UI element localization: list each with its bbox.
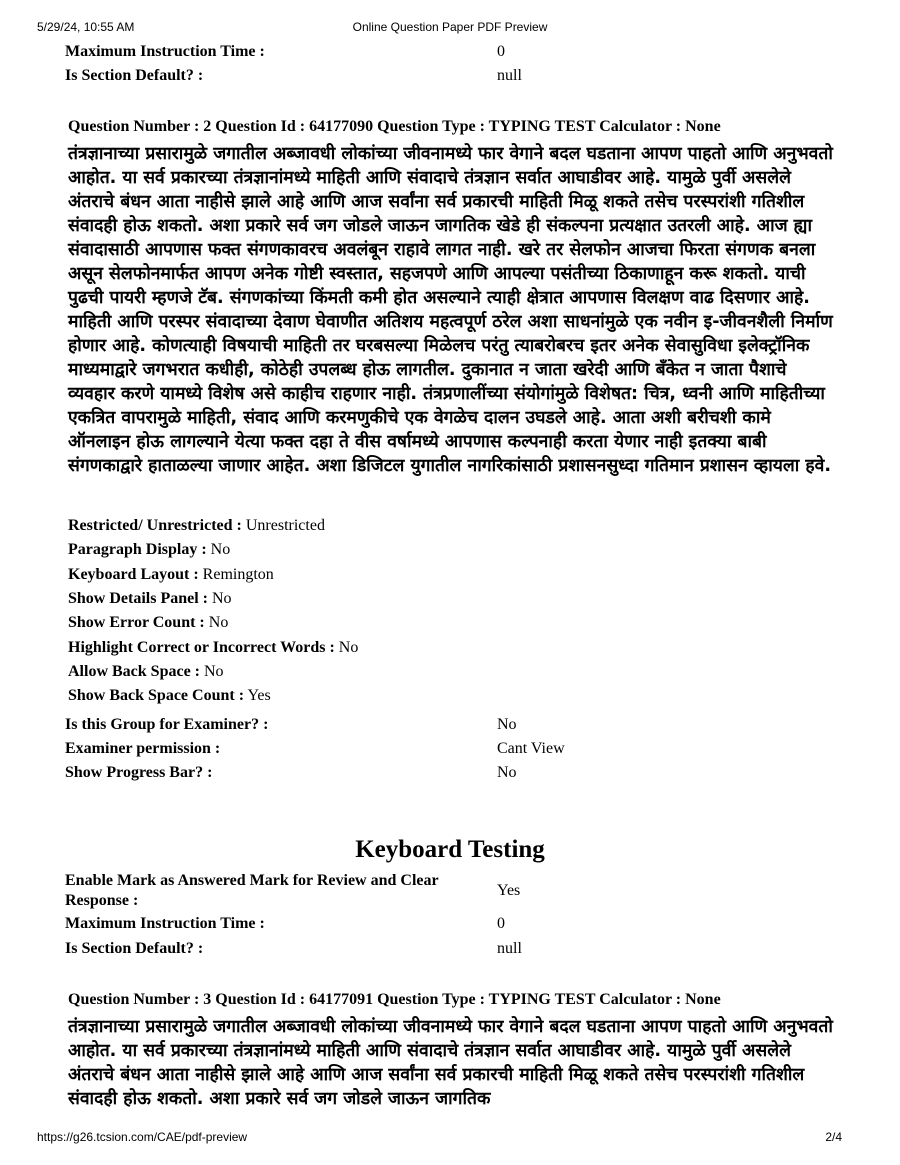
- property-value: Yes: [247, 687, 271, 704]
- info-label: Is this Group for Examiner? :: [65, 716, 269, 733]
- info-label: Examiner permission :: [65, 740, 221, 757]
- info-label: Show Progress Bar? :: [65, 764, 213, 781]
- info-label: Maximum Instruction Time :: [65, 915, 265, 932]
- question-header: Question Number : 3 Question Id : 64177091 Question Type : TYPING TEST Calculator : None: [68, 991, 721, 1008]
- info-row: [65, 739, 565, 759]
- print-url: https://g26.tcsion.com/CAE/pdf-preview: [37, 1130, 248, 1144]
- info-label: Maximum Instruction Time :: [65, 43, 265, 60]
- info-row: [65, 66, 522, 86]
- info-row: [65, 871, 521, 911]
- property-value: Unrestricted: [245, 517, 325, 534]
- property-label: Highlight Correct or Incorrect Words :: [68, 639, 335, 656]
- info-value: No: [497, 764, 517, 781]
- property-label: Show Details Panel :: [68, 590, 208, 607]
- question-property: [68, 517, 325, 535]
- property-value: No: [204, 663, 224, 680]
- info-label: Enable Mark as Answered Mark for Review and Clear Response :: [65, 872, 439, 909]
- info-row: [65, 939, 522, 959]
- property-label: Allow Back Space :: [68, 663, 200, 680]
- question-header: Question Number : 2 Question Id : 64177090 Question Type : TYPING TEST Calculator : None: [68, 118, 721, 135]
- property-value: No: [208, 614, 229, 631]
- property-label: Keyboard Layout :: [68, 566, 199, 583]
- question-property: [68, 639, 358, 657]
- info-row: [65, 715, 517, 735]
- info-value: Yes: [497, 882, 521, 899]
- question-passage: तंत्रज्ञानाच्या प्रसारामुळे जगातील अब्जावधी लोकांच्या जीवनामध्ये फार वेगाने बदल घडताना आपण पाहतो आणि अनुभवतो आहोत. या सर्व प्रकारच्या तंत्रज्ञानांमध्ये माहिती आणि संवादाचे तंत्रज्ञान सर्वात आघाडीवर आहे. यामुळे पुर्वी असलेले अंतराचे बंधन आता नाहीसे झाले आहे आणि आज सर्वांना सर्व प्रकारची माहिती मिळू शकते तसेच परस्परांशी गतिशील संवादही होऊ शकतो. अशा प्रकारे सर्व जग जोडले जाऊन जागतिक खेडे ही संकल्पना प्रत्यक्षात उतरली आहे. आज ह्या संवादासाठी आपणास फक्त संगणकावरच अवलंबून राहावे लागत नाही. खरे तर सेलफोन आजचा फिरता संगणक बनला असून सेलफोनमार्फत आपण अनेक गोष्टी स्वस्तात, सहजपणे आणि आपल्या पसंतीच्या ठिकाणाहून करू शकतो. याची पुढची पायरी म्हणजे टॅब. संगणकांच्या किंमती कमी होत असल्याने त्याही क्षेत्रात आपणास विलक्षण वाढ दिसणार आहे. माहिती आणि परस्पर संवादाच्या देवाण घेवाणीत अतिशय महत्वपूर्ण ठरेल अशा साधनांमुळे एक नवीन इ-जीवनशैली निर्माण होणार आहे. कोणत्याही विषयाची माहिती तर घरबसल्या मिळेलच परंतु त्याबरोबरच इतर अनेक सेवासुविधा इलेक्ट्रॉनिक माध्यमाद्वारे जगभरात कधीही, कोठेही उपलब्ध होऊ लागतील. दुकानात न जाता खरेदी आणि बँकेत न जाता पैशाचे व्यवहार करणे यामध्ये विशेष असे काहीच राहणार नाही. तंत्रप्रणालींच्या संयोगांमुळे विशेषत: चित्र, ध्वनी आणि माहितीच्या एकत्रित वापरामुळे माहिती, संवाद आणि करमणुकीचे एक वेगळेच दालन उघडले आहे. आता अशी बरीचशी कामे ऑनलाइन होऊ लागल्याने येत्या फक्त दहा ते वीस वर्षामध्ये आपणास कल्पनाही करता येणार नाही इतक्या बाबी संगणकाद्वारे हाताळल्या जाणार आहेत. अशा डिजिटल युगातील नागरिकांसाठी प्रशासनसुध्दा गतिमान प्रशासन व्हायला हवे.: [68, 144, 833, 476]
- property-label: Paragraph Display :: [68, 541, 207, 558]
- info-value: 0: [497, 915, 505, 932]
- question-property: [68, 663, 224, 681]
- question-passage: तंत्रज्ञानाच्या प्रसारामुळे जगातील अब्जावधी लोकांच्या जीवनामध्ये फार वेगाने बदल घडताना आपण पाहतो आणि अनुभवतो आहोत. या सर्व प्रकारच्या तंत्रज्ञानांमध्ये माहिती आणि संवादाचे तंत्रज्ञान सर्वात आघाडीवर आहे. यामुळे पुर्वी असलेले अंतराचे बंधन आता नाहीसे झाले आहे आणि आज सर्वांना सर्व प्रकारची माहिती मिळू शकते तसेच परस्परांशी गतिशील संवादही होऊ शकतो. अशा प्रकारे सर्व जग जोडले जाऊन जागतिक: [68, 1017, 833, 1109]
- property-value: Remington: [202, 566, 274, 583]
- info-label: Is Section Default? :: [65, 940, 204, 957]
- info-value: null: [497, 67, 522, 84]
- print-datetime: 5/29/24, 10:55 AM: [37, 20, 135, 34]
- section-title: Keyboard Testing: [355, 836, 545, 863]
- info-row: [65, 763, 517, 783]
- info-value: null: [497, 940, 522, 957]
- question-property: [68, 687, 271, 705]
- property-value: No: [338, 639, 359, 656]
- property-value: No: [210, 541, 231, 558]
- info-row: [65, 42, 505, 62]
- property-label: Show Back Space Count :: [68, 687, 245, 704]
- question-property: [68, 590, 232, 608]
- info-label: Is Section Default? :: [65, 67, 204, 84]
- page-number: 2/4: [825, 1130, 842, 1144]
- question-property: [68, 541, 230, 559]
- property-label: Restricted/ Unrestricted :: [68, 517, 242, 534]
- info-row: [65, 914, 505, 934]
- property-label: Show Error Count :: [68, 614, 205, 631]
- question-property: [68, 614, 228, 632]
- print-page-title: Online Question Paper PDF Preview: [352, 20, 548, 34]
- info-value: 0: [497, 43, 505, 60]
- info-value: Cant View: [497, 740, 565, 757]
- info-value: No: [497, 716, 517, 733]
- question-property: [68, 566, 274, 584]
- property-value: No: [212, 590, 232, 607]
